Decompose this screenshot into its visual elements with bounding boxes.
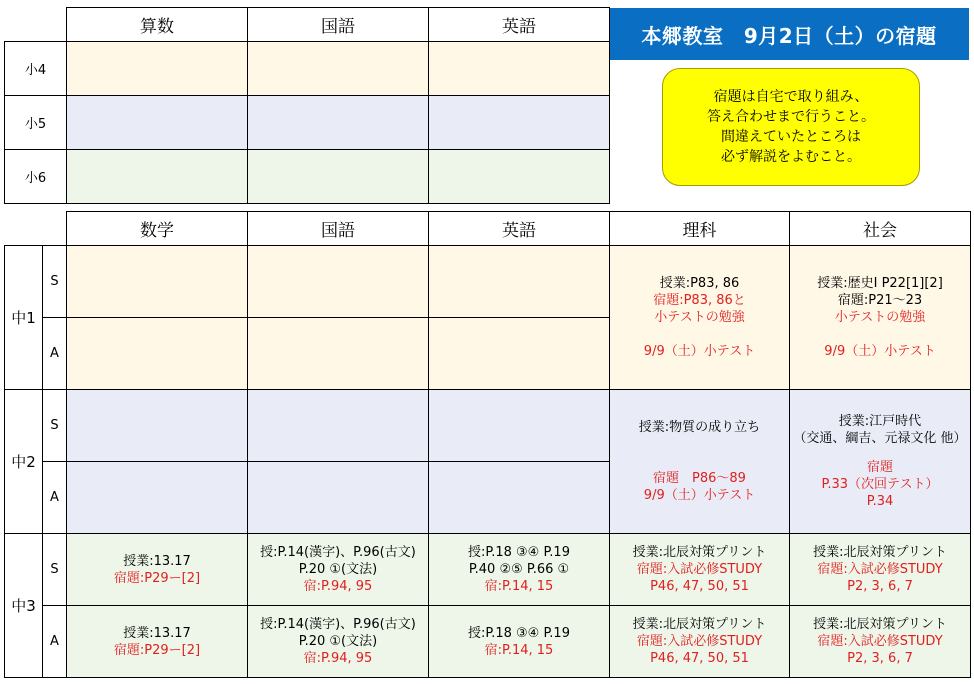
cell bbox=[67, 462, 248, 534]
homework-text: 宿:P.14, 15 bbox=[484, 579, 554, 594]
header-math: 数学 bbox=[67, 212, 248, 246]
homework-text: P46, 47, 50, 51 bbox=[650, 579, 749, 594]
lesson-text: 授業:北辰対策プリント bbox=[813, 545, 947, 560]
homework-text: 宿:P.14, 15 bbox=[484, 642, 554, 658]
lesson-text: 授業:P83, 86 bbox=[659, 276, 740, 291]
lesson-text: 授:P.14(漢字)、P.96(古文) bbox=[260, 617, 416, 632]
lesson-text: （交通、綱吉、元禄文化 他） bbox=[793, 431, 967, 446]
note-line: 間違えていたところは bbox=[721, 129, 861, 145]
lesson-text: 授:P.18 ③④ P.19 bbox=[468, 545, 570, 560]
test-date: 9/9（土）小テスト bbox=[643, 488, 756, 503]
math-cell bbox=[67, 606, 248, 678]
class-label-s: S bbox=[43, 390, 67, 462]
homework-text: 宿題 bbox=[866, 460, 893, 475]
science-cell bbox=[610, 606, 790, 678]
grade-label-chu1: 中1 bbox=[5, 246, 43, 390]
grade-label-sho5: 小5 bbox=[5, 96, 67, 150]
cell bbox=[429, 390, 610, 462]
homework-text: P2, 3, 6, 7 bbox=[847, 651, 913, 666]
japanese-cell bbox=[248, 534, 429, 606]
math-cell bbox=[67, 534, 248, 606]
cell bbox=[248, 150, 429, 204]
science-cell bbox=[610, 534, 790, 606]
homework-text: P.33（次回テスト） bbox=[821, 477, 939, 492]
lesson-text: P.20 ①(文法) bbox=[298, 562, 378, 577]
cell bbox=[429, 96, 610, 150]
science-cell bbox=[610, 390, 790, 534]
class-label-s: S bbox=[43, 246, 67, 318]
cell bbox=[67, 42, 248, 96]
cell bbox=[248, 318, 429, 390]
lesson-text: 授業:江戸時代 bbox=[838, 414, 922, 429]
homework-text: 宿題:P29ー[2] bbox=[113, 642, 201, 658]
social-cell bbox=[790, 390, 971, 534]
english-cell bbox=[429, 606, 610, 678]
corner-cell bbox=[5, 212, 43, 246]
social-cell bbox=[790, 246, 971, 390]
header-japanese: 国語 bbox=[248, 8, 429, 42]
lesson-text: P.20 ①(文法) bbox=[298, 634, 378, 649]
lesson-text: P.40 ②⑤ P.66 ① bbox=[468, 562, 570, 577]
science-cell bbox=[610, 246, 790, 390]
spacer bbox=[790, 326, 970, 343]
cell bbox=[248, 462, 429, 534]
cell bbox=[429, 462, 610, 534]
homework-text: 小テストの勉強 bbox=[834, 310, 926, 325]
class-label-a: A bbox=[43, 462, 67, 534]
homework-note bbox=[662, 68, 920, 186]
header-science: 理科 bbox=[610, 212, 790, 246]
homework-text: 宿題:P29ー[2] bbox=[113, 570, 201, 586]
lesson-text: 授:P.18 ③④ P.19 bbox=[468, 625, 570, 641]
homework-text: 宿題 P86～89 bbox=[653, 471, 746, 486]
header-english: 英語 bbox=[429, 8, 610, 42]
junior-table bbox=[4, 211, 971, 678]
social-cell bbox=[790, 606, 971, 678]
homework-text: 小テストの勉強 bbox=[654, 310, 745, 325]
homework-text: P46, 47, 50, 51 bbox=[650, 651, 749, 666]
test-date: 9/9（土）小テスト bbox=[643, 344, 756, 359]
homework-text: 宿:P.94, 95 bbox=[303, 651, 373, 666]
cell bbox=[67, 390, 248, 462]
japanese-cell bbox=[248, 606, 429, 678]
english-cell bbox=[429, 534, 610, 606]
header-english: 英語 bbox=[429, 212, 610, 246]
grade-label-chu3: 中3 bbox=[5, 534, 43, 678]
header-social: 社会 bbox=[790, 212, 971, 246]
corner-cell bbox=[43, 212, 67, 246]
cell bbox=[248, 390, 429, 462]
spacer bbox=[790, 447, 970, 459]
cell bbox=[429, 318, 610, 390]
cell bbox=[248, 42, 429, 96]
class-label-a: A bbox=[43, 606, 67, 678]
homework-text: 宿:P.94, 95 bbox=[303, 579, 373, 594]
grade-label-chu2: 中2 bbox=[5, 390, 43, 534]
spacer bbox=[610, 436, 789, 470]
cell bbox=[248, 246, 429, 318]
lesson-text: 授業:北辰対策プリント bbox=[632, 617, 767, 632]
homework-text: 宿題:P83, 86と bbox=[653, 293, 746, 308]
homework-text: P2, 3, 6, 7 bbox=[847, 579, 913, 594]
class-label-s: S bbox=[43, 534, 67, 606]
homework-text: 宿題:入試必修STUDY bbox=[636, 634, 763, 649]
cell bbox=[67, 150, 248, 204]
header-math: 算数 bbox=[67, 8, 248, 42]
social-cell bbox=[790, 534, 971, 606]
elementary-table bbox=[4, 7, 610, 204]
test-date: 9/9（土）小テスト bbox=[824, 344, 936, 359]
spacer bbox=[610, 326, 789, 343]
cell bbox=[429, 42, 610, 96]
corner-cell bbox=[5, 8, 67, 42]
homework-text: 宿題:入試必修STUDY bbox=[817, 634, 943, 649]
cell bbox=[429, 246, 610, 318]
homework-text: 宿題:入試必修STUDY bbox=[636, 562, 763, 577]
homework-text: P.34 bbox=[866, 494, 894, 509]
note-line: 答え合わせまで行うこと。 bbox=[707, 109, 875, 125]
cell bbox=[67, 96, 248, 150]
homework-text: 宿題:入試必修STUDY bbox=[817, 562, 943, 577]
cell bbox=[67, 246, 248, 318]
lesson-text: 授業:歴史Ⅰ P22[1][2] bbox=[817, 276, 943, 291]
page-title: 本郷教室 9月2日（土）の宿題 bbox=[609, 8, 969, 60]
header-japanese: 国語 bbox=[248, 212, 429, 246]
lesson-text: 授業:北辰対策プリント bbox=[813, 617, 947, 632]
lesson-text: 授業:13.17 bbox=[123, 625, 191, 641]
lesson-text: 授業:13.17 bbox=[123, 553, 191, 569]
lesson-text: 授:P.14(漢字)、P.96(古文) bbox=[260, 545, 416, 560]
homework-text: 宿題:P21～23 bbox=[837, 293, 923, 308]
note-line: 宿題は自宅で取り組み、 bbox=[713, 89, 869, 105]
grade-label-sho4: 小4 bbox=[5, 42, 67, 96]
cell bbox=[429, 150, 610, 204]
cell bbox=[67, 318, 248, 390]
note-line: 必ず解説をよむこと。 bbox=[721, 149, 861, 165]
grade-label-sho6: 小6 bbox=[5, 150, 67, 204]
class-label-a: A bbox=[43, 318, 67, 390]
lesson-text: 授業:北辰対策プリント bbox=[632, 545, 767, 560]
cell bbox=[248, 96, 429, 150]
lesson-text: 授業:物質の成り立ち bbox=[638, 420, 761, 435]
